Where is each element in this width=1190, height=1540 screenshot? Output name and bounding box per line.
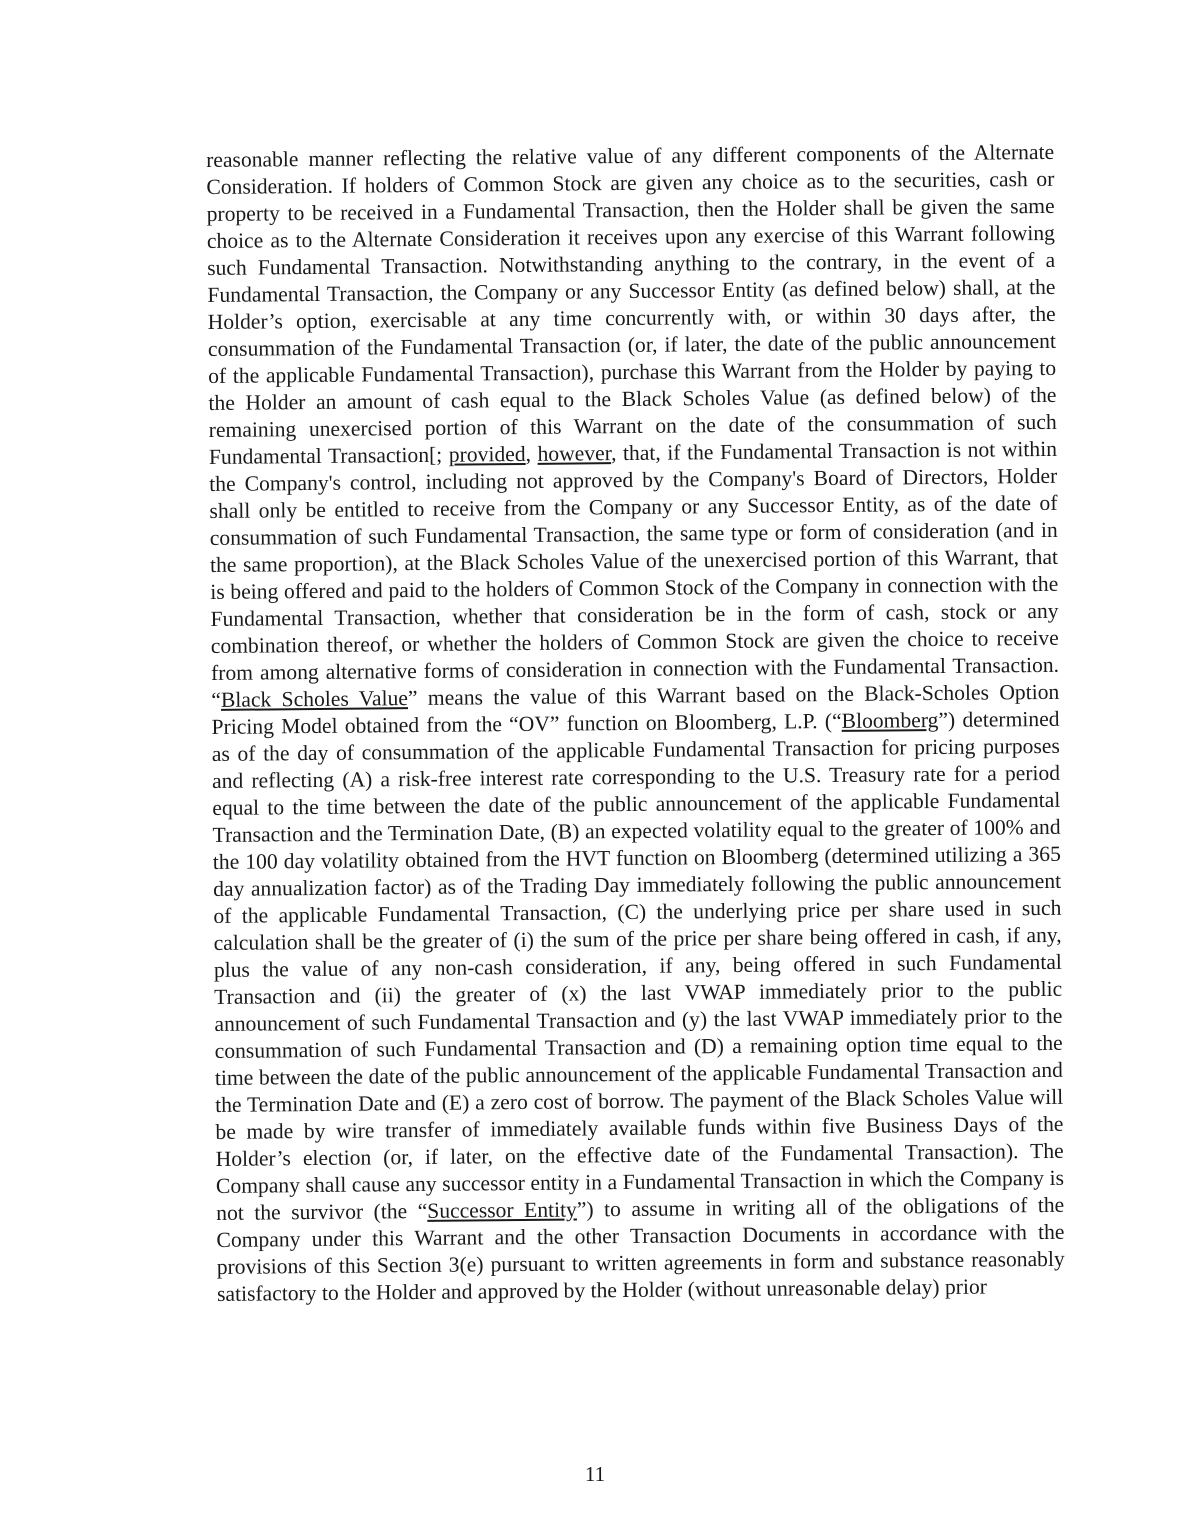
body-text-block [206,139,1065,1308]
bloomberg-term: Bloomberg [841,707,939,733]
provided-term: provided [448,441,526,467]
paragraph-text: , that, if the Fundamental Transaction is not within the Company's control, including not approved by the Company's Board of Directors, Holder shall only be entitled to receive from the Company or any Successor Entity, as of the date of consummation of such Fundamental Transaction, the same type or form of consideration (and in the same proportion), at the Black Scholes Value of the unexercised portion of this Warrant, that is being offered and paid to the holders of Common Stock of the Company in connection with the Fundamental Transaction, whether that consideration be in the form of cash, stock or any combination thereof, or whether the holders of Common Stock are given the choice to receive from among alternative forms of consideration in connection with the Fundamental Transaction. “ [209,436,1060,712]
paragraph-text: , [525,441,538,466]
black-scholes-value-term: Black Scholes Value [220,686,409,712]
paragraph-text: ”) determined as of the day of consummation of the applicable Fundamental Transaction for pricing purposes and reflecting (A) a risk-free interest rate corresponding to the U.S. Treasury rate for a period equal to the time between the date of the public announcement of the applicable Fundamental Transaction and the Termination Date, (B) an expected volatility equal to the greater of 100% and the 100 day volatility obtained from the HVT function on Bloomberg (determined utilizing a 365 day annualization factor) as of the Trading Day immediately following the public announcement of the applicable Fundamental Transaction, (C) the underlying price per share used in such calculation shall be the greater of (i) the sum of the price per share being offered in cash, if any, plus the value of any non-cash consideration, if any, being offered in such Fundamental Transaction and (ii) the greater of (x) the last VWAP immediately prior to the public announcement of such Fundamental Transaction and (y) the last VWAP immediately prior to the consummation of such Fundamental Transaction and (D) a remaining option time equal to the time between the date of the public announcement of the applicable Fundamental Transaction and the Termination Date and (E) a zero cost of borrow. The payment of the Black Scholes Value will be made by wire transfer of immediately available funds within five Business Days of the Holder’s election (or, if later, on the effective date of the Fundamental Transaction). The Company shall cause any successor entity in a Fundamental Transaction in which the Company is not the survivor (the “ [211,706,1065,1225]
body-paragraph [206,139,1065,1308]
page-number: 11 [584,1462,606,1486]
paragraph-text: ”) to assume in writing all of the obligations of the Company under this Warrant and the other Transaction Documents in accordance with the provisions of this Section 3(e) pursuant to written agreements in form and substance reasonably satisfactory to the Holder and approved by the Holder (without unreasonable delay) prior [216,1192,1065,1306]
paragraph-text: ” means the value of this Warrant based on the Black-Scholes Option Pricing Model obtained from the “OV” function on Bloomberg, L.P. (“ [211,679,1060,739]
paragraph-text: reasonable manner reflecting the relative value of any different components of the Alternate Consideration. If holders of Common Stock are given any choice as to the securities, cash or property to be received in a Fundamental Transaction, then the Holder shall be given the same choice as to the Alternate Consideration it receives upon any exercise of this Warrant following such Fundamental Transaction. Notwithstanding anything to the contrary, in the event of a Fundamental Transaction, the Company or any Successor Entity (as defined below) shall, at the Holder’s option, exercisable at any time concurrently with, or within 30 days after, the consummation of the Fundamental Transaction (or, if later, the date of the public announcement of the applicable Fundamental Transaction), purchase this Warrant from the Holder by paying to the Holder an amount of cash equal to the Black Scholes Value (as defined below) of the remaining unexercised portion of this Warrant on the date of the consummation of such Fundamental Transaction[; [206,139,1057,469]
successor-entity-term: Successor Entity [427,1197,577,1223]
however-term: however [537,441,612,466]
